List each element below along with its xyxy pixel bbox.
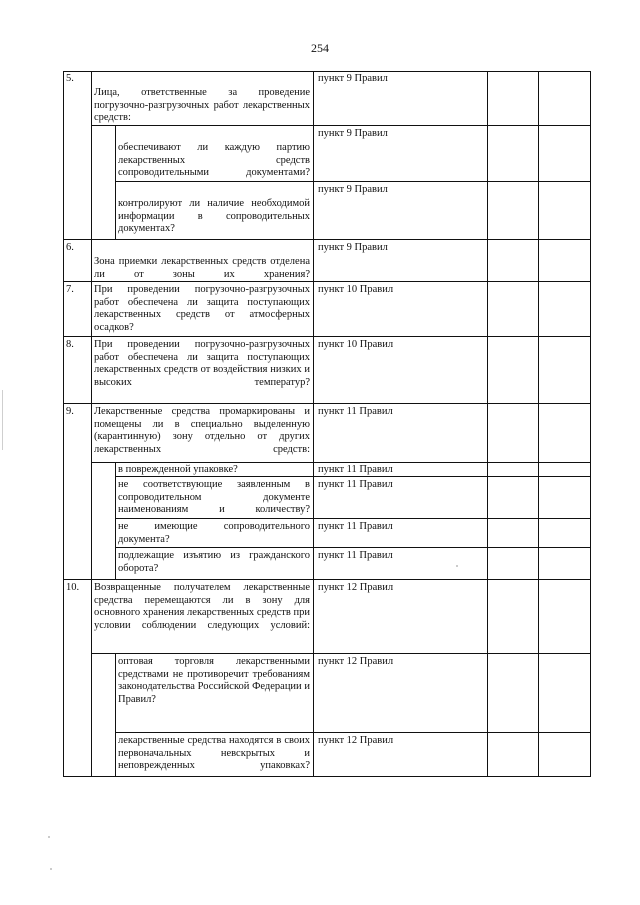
legal-reference: пункт 11 Правил — [318, 550, 393, 561]
row-question — [92, 338, 313, 389]
legal-reference: пункт 11 Правил — [318, 464, 393, 475]
row-question-text: При проведении погрузочно-разгрузочных работ обеспечена ли защита поступающих лекарственных средств от воздействия низких и высоких температур? — [94, 339, 310, 388]
sub-question-text: лекарственные средства находятся в своих первоначальных невскрытых и неповрежденных упаковках? — [118, 735, 310, 771]
row-number: 10. — [66, 582, 80, 593]
row-question — [92, 255, 313, 281]
row-question-text: Лица, ответственные за проведение погрузочно-разгрузочных работ лекарственных средств: — [94, 87, 310, 123]
sub-question — [116, 478, 313, 517]
legal-reference: пункт 9 Правил — [318, 184, 388, 195]
legal-reference: пункт 11 Правил — [318, 406, 393, 417]
row-question — [92, 86, 313, 125]
legal-reference: пункт 9 Правил — [318, 242, 388, 253]
row-question — [92, 405, 313, 456]
sub-question — [116, 734, 313, 773]
sub-question — [116, 197, 313, 236]
sub-question — [116, 141, 313, 180]
sub-question — [116, 520, 313, 546]
row-question — [92, 581, 313, 632]
sub-question-text: подлежащие изъятию из гражданского оборота? — [118, 550, 310, 574]
sub-question-text: не соответствующие заявленным в сопроводительном документе наименованиям и количеству? — [118, 479, 310, 515]
page-number: 254 — [311, 41, 329, 55]
legal-reference: пункт 10 Правил — [318, 339, 394, 350]
scan-speck — [50, 868, 52, 870]
scan-edge-mark — [2, 390, 3, 450]
row-question-text: Возвращенные получателем лекарственные средства перемещаются ли в зону для основного хранения лекарственных средств при условии соблюдении следующих условий: — [94, 582, 310, 631]
row-question-text: Лекарственные средства промаркированы и помещены ли в специально выделенную (карантинную) зону отдельно от других лекарственных средств: — [94, 406, 310, 455]
row-number: 6. — [66, 242, 74, 253]
row-question — [92, 283, 313, 334]
legal-reference: пункт 10 Правил — [318, 284, 394, 295]
legal-reference: пункт 9 Правил — [318, 128, 388, 139]
sub-question-text: оптовая торговля лекарственными средствами не противоречит требованиям законодательства Российской Федерации и Правил? — [118, 656, 310, 705]
row-number: 5. — [66, 73, 74, 84]
sub-question-text: обеспечивают ли каждую партию лекарственных средств сопроводительными документами? — [118, 142, 310, 178]
legal-reference: пункт 12 Правил — [318, 735, 394, 746]
sub-question-text: контролируют ли наличие необходимой информации в сопроводительных документах? — [118, 198, 310, 234]
row-number: 8. — [66, 339, 74, 350]
sub-question — [116, 549, 313, 575]
legal-reference: пункт 11 Правил — [318, 521, 393, 532]
sub-question: в поврежденной упаковке? — [118, 464, 238, 475]
scan-speck — [48, 836, 50, 838]
legal-reference: пункт 9 Правил — [318, 73, 388, 84]
legal-reference: пункт 11 Правил — [318, 479, 393, 490]
legal-reference: пункт 12 Правил — [318, 656, 394, 667]
scan-speck — [456, 565, 458, 567]
row-number: 7. — [66, 284, 74, 295]
legal-reference: пункт 12 Правил — [318, 582, 394, 593]
sub-question — [116, 655, 313, 706]
row-question-text: Зона приемки лекарственных средств отделена ли от зоны их хранения? — [94, 256, 310, 280]
row-question-text: При проведении погрузочно-разгрузочных работ обеспечена ли защита поступающих лекарственных средств от атмосферных осадков? — [94, 284, 310, 333]
sub-question-text: не имеющие сопроводительного документа? — [118, 521, 310, 545]
row-number: 9. — [66, 406, 74, 417]
